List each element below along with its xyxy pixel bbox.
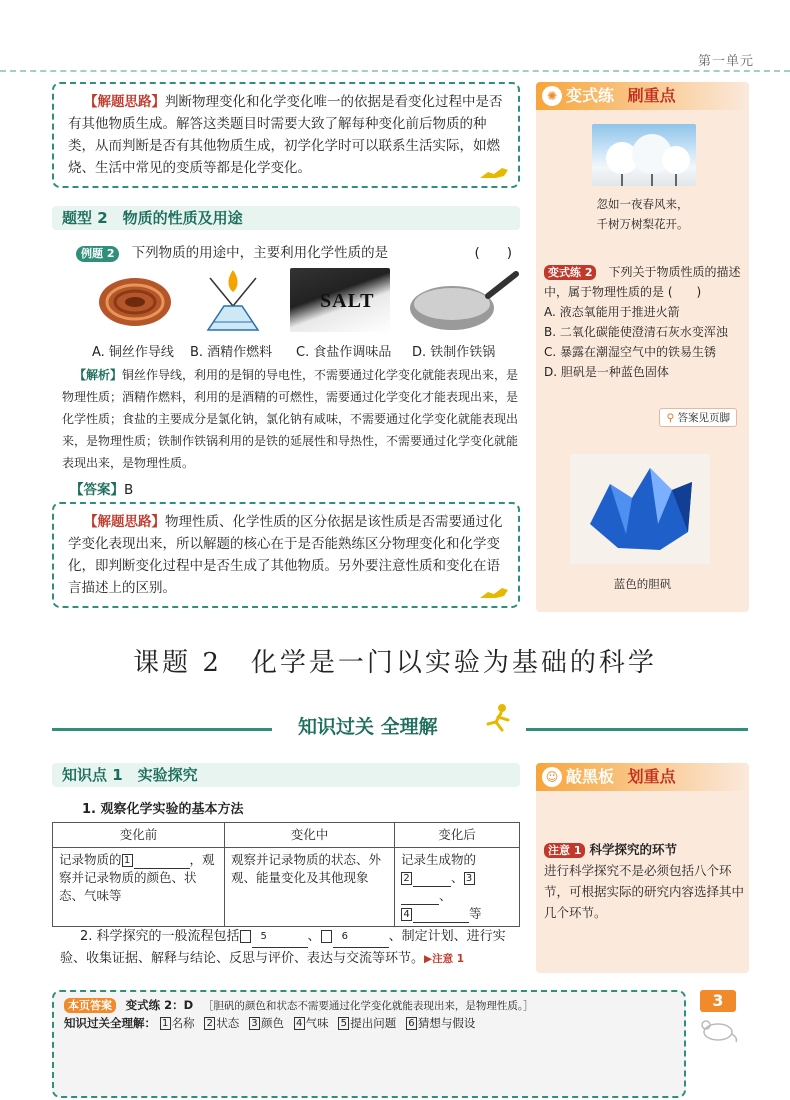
page-answers-badge: 本页答案 xyxy=(64,998,116,1013)
page-answers-line-1 xyxy=(64,996,674,1015)
solving-idea-label-2: 【解题思路】 xyxy=(84,514,165,530)
process-paragraph: 2. 科学探究的一般流程包括 5 、 6 、制定计划、进行实验、收集证据、解释与结论、反思与评价、表达与交流等环节。▶注意 1 xyxy=(60,929,506,966)
answer-text: 气味 xyxy=(305,1016,329,1030)
knowledge-point-title: 知识点 1 实验探究 xyxy=(52,763,520,787)
sidebar-title-b: 刷重点 xyxy=(627,86,676,105)
cell-text: ，观察并记录物质的颜色、状态、气味等 xyxy=(59,852,215,903)
note-block xyxy=(544,839,744,923)
mouse-icon xyxy=(696,1016,740,1044)
horse-icon xyxy=(478,164,512,182)
kp-answer-4 xyxy=(294,1016,329,1030)
fill-blank[interactable] xyxy=(333,933,389,948)
answer-number: 1 xyxy=(160,1017,171,1030)
solving-idea-box-2 xyxy=(52,502,520,608)
example-badge: 例题 2 xyxy=(76,246,119,262)
salt-word: SALT xyxy=(320,290,375,312)
salt-image xyxy=(290,268,390,332)
banner-line-right xyxy=(526,728,748,731)
variant-stem: 下列关于物质性质的描述中，属于物理性质的是 xyxy=(544,265,741,299)
note-badge: 注意 1 xyxy=(544,843,585,858)
process-text-a: 2. 科学探究的一般流程包括 xyxy=(80,929,240,944)
poem-line-2: 千树万树梨花开。 xyxy=(596,217,689,231)
section-title: 题型 2 物质的性质及用途 xyxy=(52,206,520,230)
unit-label: 第一单元 xyxy=(692,50,760,69)
subheading-1: 1. 观察化学实验的基本方法 xyxy=(82,802,244,817)
blue-vitriol-image xyxy=(570,454,710,564)
lesson-title: 课题 2 化学是一门以实验为基础的科学 xyxy=(133,648,657,678)
kp-answer-6 xyxy=(406,1016,476,1030)
page-answers-line-2 xyxy=(64,1014,475,1032)
variant-badge: 变式练 2 xyxy=(544,265,596,280)
variant-option-a: A. 液态氧能用于推进火箭 xyxy=(544,305,680,319)
analysis-text: 铜丝作导线，利用的是铜的导电性，不需要通过化学变化就能表现出来，是物理性质；酒精作燃料，利用的是酒精的可燃性，需要通过化学变化才能表现出来，是化学性质；食盐的主要成分是氯化钠，氯化钠有咸味，不需要通过化学变化就能表现出来，是物理性质；铁制作铁锅利用的是铁的延展性和导热性，不需要通过化学变化就能表现出来，是物理性质。 xyxy=(62,368,519,470)
sidebar-title-a: 变式练 xyxy=(566,86,615,105)
pin-icon: ⚲ xyxy=(666,412,675,424)
horse-icon xyxy=(478,584,512,602)
solving-idea-paragraph-2 xyxy=(54,504,518,599)
cell-text: 等 xyxy=(469,906,482,921)
answer-text: 提出问题 xyxy=(350,1016,397,1030)
answer-paren: ( ) xyxy=(474,245,512,261)
table-header-before: 变化前 xyxy=(53,823,225,848)
variant-exercise xyxy=(544,262,744,382)
solving-idea-box xyxy=(52,82,520,188)
example-stem: 下列物质的用途中，主要利用化学性质的是 xyxy=(131,245,389,261)
blank-number: 6 xyxy=(321,930,332,943)
blank-number: 2 xyxy=(401,872,412,885)
poem xyxy=(536,194,749,234)
answer-note[interactable] xyxy=(659,408,737,427)
table-header-during: 变化中 xyxy=(225,823,395,848)
answer-note-text: 答案见页脚 xyxy=(677,412,730,424)
answer-text: 状态 xyxy=(216,1016,240,1030)
answer-value: B xyxy=(124,482,134,498)
table-header-after: 变化后 xyxy=(395,823,520,848)
kp-answer-1 xyxy=(160,1016,195,1030)
variant-paren: ( ) xyxy=(667,285,702,299)
blank-number: 5 xyxy=(240,930,251,943)
note-text: 进行科学探究不是必须包括八个环节，可根据实际的研究内容选择其中几个环节。 xyxy=(544,863,745,920)
answer-text: 颜色 xyxy=(260,1016,284,1030)
process-text-b: 、制定计划、进行实验、收集证据、解释与结论、反思与评价、表达与交流等环节。 xyxy=(60,929,506,966)
fill-blank[interactable] xyxy=(134,854,190,869)
sidebar-key-points xyxy=(536,763,749,973)
option-a: A. 铜丝作导线 xyxy=(92,345,174,360)
answer-text: 名称 xyxy=(171,1016,195,1030)
knowledge-banner: 知识过关 全理解 xyxy=(298,716,438,738)
sidebar2-title-a: 敲黑板 xyxy=(566,767,615,786)
option-d: D. 铁制作铁锅 xyxy=(412,345,496,360)
solving-idea-text: 判断物理变化和化学变化唯一的依据是看变化过程中是否有其他物质生成。解答这类题目时需要大致了解每种变化前后物质的种类，从而判断是否有其他物质生成，初学化学时可以联系生活实际，如燃烧、生活中常见的变质等都是化学变化。 xyxy=(68,94,503,176)
copper-wire-image xyxy=(90,270,180,332)
variant-option-b: B. 二氧化碳能使澄清石灰水变浑浊 xyxy=(544,325,728,339)
answer-number: 3 xyxy=(249,1017,260,1030)
kp-answer-label: 知识过关全理解： xyxy=(64,1016,156,1030)
fill-blank[interactable] xyxy=(252,933,308,948)
answer-number: 2 xyxy=(204,1017,215,1030)
blank-number: 4 xyxy=(401,908,412,921)
solving-idea-paragraph xyxy=(54,84,518,179)
analysis-label: 【解析】 xyxy=(74,368,123,382)
options-row xyxy=(92,342,512,364)
table-cell-before xyxy=(53,848,225,927)
answer-label: 【答案】 xyxy=(70,482,124,498)
answer-number: 6 xyxy=(406,1017,417,1030)
kp-answer-5 xyxy=(338,1016,396,1030)
note-title: 科学探究的环节 xyxy=(589,842,677,857)
sidebar-header xyxy=(536,82,749,110)
answer-text: 猜想与假设 xyxy=(417,1016,476,1030)
variant-explanation: ［胆矾的颜色和状态不需要通过化学变化就能表现出来，是物理性质。］ xyxy=(202,1000,534,1012)
answer-line xyxy=(70,478,133,498)
alcohol-lamp-image xyxy=(200,266,266,336)
answer-number: 4 xyxy=(294,1017,305,1030)
sidebar-practice xyxy=(536,82,749,612)
note-reference[interactable]: ▶注意 1 xyxy=(424,953,465,965)
solving-idea-label: 【解题思路】 xyxy=(84,94,165,110)
sidebar-header-2 xyxy=(536,763,749,791)
runner-icon xyxy=(484,702,514,732)
option-b: B. 酒精作燃料 xyxy=(190,345,273,360)
fill-blank[interactable] xyxy=(413,908,469,923)
page-answers-box xyxy=(52,990,686,1098)
blank-number: 3 xyxy=(464,872,475,885)
cell-text: 记录物质的 xyxy=(59,852,122,867)
page-number: 3 xyxy=(700,990,736,1012)
fill-blank[interactable] xyxy=(413,872,451,887)
observation-table xyxy=(52,822,520,927)
answer-number: 5 xyxy=(338,1017,349,1030)
star-icon: ✺ xyxy=(542,86,562,106)
variant-option-c: C. 暴露在潮湿空气中的铁易生锈 xyxy=(544,345,717,359)
banner-line-left xyxy=(52,728,272,731)
option-c: C. 食盐作调味品 xyxy=(296,345,392,360)
kp-answer-2 xyxy=(204,1016,239,1030)
sidebar2-title-b: 划重点 xyxy=(627,767,676,786)
variant-option-d: D. 胆矾是一种蓝色固体 xyxy=(544,365,669,379)
top-dashed-bar xyxy=(0,0,790,72)
face-icon: ☺ xyxy=(542,767,562,787)
table-cell-during: 观察并记录物质的状态、外观、能量变化及其他现象 xyxy=(225,848,395,927)
snow-tree-image xyxy=(592,124,696,186)
blank-number: 1 xyxy=(122,854,133,867)
example-stem-row xyxy=(76,242,516,262)
poem-line-1: 忽如一夜春风来， xyxy=(596,197,689,211)
fill-blank[interactable] xyxy=(401,890,439,905)
table-cell-after: 记录生成物的 2 、 3、 4 等 xyxy=(395,848,520,927)
variant-answer: 变式练 2：D xyxy=(125,998,194,1012)
image-caption: 蓝色的胆矾 xyxy=(613,577,672,591)
iron-wok-image xyxy=(404,266,520,338)
kp-answer-3 xyxy=(249,1016,284,1030)
cell-text: 记录生成物的 xyxy=(401,852,477,867)
analysis-paragraph xyxy=(62,364,522,474)
solving-idea-text-2: 物理性质、化学性质的区分依据是该性质是否需要通过化学变化表现出来，所以解题的核心在于是否能熟练区分物理变化和化学变化，即判断变化过程中是否生成了其他物质。另外要注意性质和变化在语言描述上的区别。 xyxy=(68,514,503,596)
